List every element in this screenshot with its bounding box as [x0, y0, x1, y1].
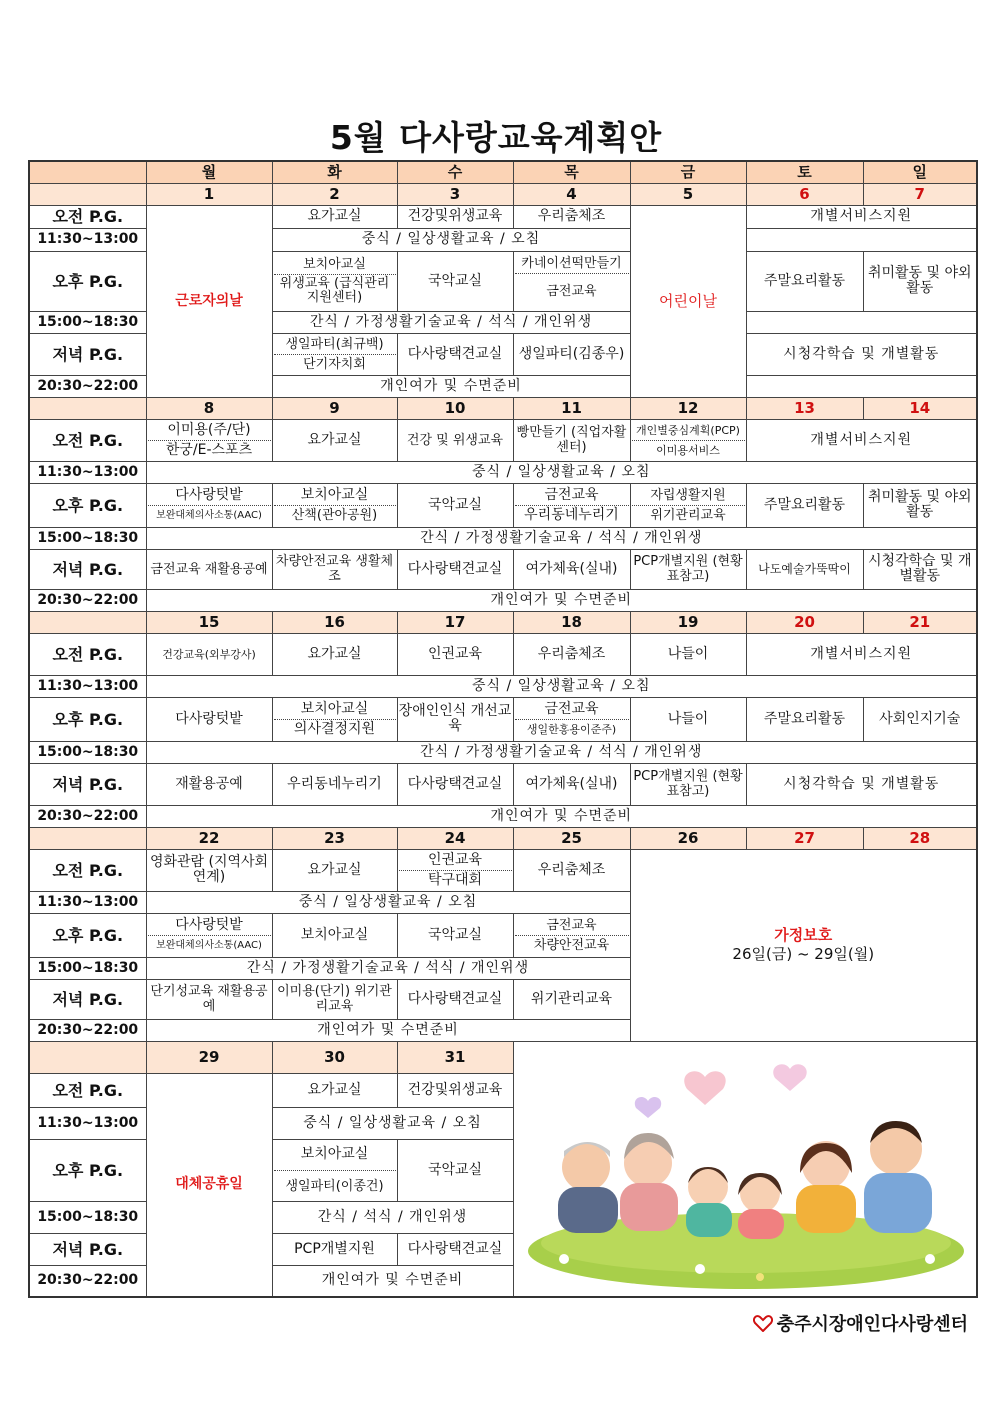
- activity-part: 생일파티(최규백): [285, 336, 384, 352]
- activity-part: 금전교육: [515, 273, 629, 307]
- date-cell: 22: [146, 827, 272, 849]
- activity-cell: 개별서비스지원: [746, 205, 977, 228]
- common-snack: 간식 / 가정생활기술교육 / 석식 / 개인위생: [146, 957, 630, 979]
- date-cell: 2: [272, 183, 397, 205]
- activity-part: 보치아교실: [300, 1145, 369, 1162]
- activity-cell: 건강및위생교육: [397, 1073, 513, 1107]
- time-label-lunch: 11:30~13:00: [29, 228, 146, 251]
- activity-part: 금전교육: [544, 700, 599, 717]
- date-cell: 20: [746, 611, 863, 633]
- time-label-am: 오전 P.G.: [29, 633, 146, 675]
- activity-part: 다사랑텃밭: [175, 486, 243, 503]
- activity-cell: 이미용(단기) 위기관리교육: [272, 979, 397, 1019]
- week-label-blank: [29, 611, 146, 633]
- heart-logo-icon: [753, 1314, 773, 1332]
- date-cell: 10: [397, 397, 513, 419]
- activity-part: 생일파티(이종건): [274, 1170, 396, 1194]
- activity-cell: 시청각학습 및 개별활동: [863, 549, 977, 589]
- date-cell: 3: [397, 183, 513, 205]
- activity-cell: 국악교실: [397, 1139, 513, 1201]
- center-name: 충주시장애인다사랑센터: [776, 1314, 968, 1335]
- common-night: 개인여가 및 수면준비: [146, 805, 977, 827]
- date-cell: 12: [630, 397, 746, 419]
- activity-part: 금전교육: [544, 486, 599, 503]
- date-cell: 4: [513, 183, 630, 205]
- activity-cell: 시청각학습 및 개별활동: [746, 763, 977, 805]
- week2-dates: [29, 397, 977, 419]
- activity-cell: 위기관리교육: [513, 979, 630, 1019]
- activity-cell: 다사랑택견교실: [397, 979, 513, 1019]
- activity-part: 금전교육: [546, 917, 597, 933]
- empty-cell: [746, 311, 977, 333]
- activity-cell: 요가교실: [272, 633, 397, 675]
- activity-cell: 요가교실: [272, 1073, 397, 1107]
- date-cell: 30: [272, 1041, 397, 1073]
- activity-part: 위생교육 (급식관리지원센터): [274, 274, 396, 305]
- date-cell: 16: [272, 611, 397, 633]
- activity-cell: 사회인지기술: [863, 697, 977, 741]
- activity-part: 의사결정지원: [274, 719, 396, 737]
- date-cell: 31: [397, 1041, 513, 1073]
- activity-cell: 시청각학습 및 개별활동: [746, 333, 977, 375]
- activity-cell: [146, 419, 272, 461]
- time-label-pm: 오후 P.G.: [29, 913, 146, 957]
- activity-part: 단기자치회: [274, 354, 396, 372]
- date-cell: 5: [630, 183, 746, 205]
- activity-cell: [272, 333, 397, 375]
- activity-cell: 우리춤체조: [513, 633, 630, 675]
- activity-cell: 영화관람 (지역사회연계): [146, 849, 272, 891]
- activity-cell: [146, 483, 272, 527]
- common-snack: 간식 / 가정생활기술교육 / 석식 / 개인위생: [146, 741, 977, 763]
- activity-cell: [272, 1139, 397, 1201]
- common-night: 개인여가 및 수면준비: [146, 1019, 630, 1041]
- activity-cell: 요가교실: [272, 205, 397, 228]
- activity-cell: [513, 697, 630, 741]
- day-sun: 일: [863, 161, 977, 183]
- activity-part: 탁구대회: [399, 870, 512, 888]
- date-cell: 13: [746, 397, 863, 419]
- activity-part: 위기관리교육: [632, 505, 745, 523]
- weekday-header: [29, 161, 977, 183]
- activity-cell: 우리동네누리기: [272, 763, 397, 805]
- activity-cell: 개별서비스지원: [746, 633, 977, 675]
- activity-cell: [513, 251, 630, 311]
- week-label-blank: [29, 397, 146, 419]
- empty-cell: [746, 228, 977, 251]
- activity-cell: 다사랑택견교실: [397, 549, 513, 589]
- date-cell: 7: [863, 183, 977, 205]
- activity-part: 산책(관아공원): [274, 505, 396, 523]
- common-night: 개인여가 및 수면준비: [272, 1265, 513, 1297]
- activity-part: 보치아교실: [300, 700, 369, 717]
- empty-cell: [746, 375, 977, 397]
- week4-dates: [29, 827, 977, 849]
- common-snack: 간식 / 석식 / 개인위생: [272, 1201, 513, 1233]
- activity-cell: 주말요리활동: [746, 251, 863, 311]
- date-cell: 17: [397, 611, 513, 633]
- day-fri: 금: [630, 161, 746, 183]
- time-label-pm: 오후 P.G.: [29, 483, 146, 527]
- activity-cell: 다사랑택견교실: [397, 333, 513, 375]
- common-lunch: 중식 / 일상생활교육 / 오침: [272, 228, 630, 251]
- activity-cell: 국악교실: [397, 251, 513, 311]
- activity-cell: 다사랑택견교실: [397, 1233, 513, 1265]
- day-mon: 월: [146, 161, 272, 183]
- time-label-snack: 15:00~18:30: [29, 527, 146, 549]
- day-wed: 수: [397, 161, 513, 183]
- time-label-am: 오전 P.G.: [29, 1073, 146, 1107]
- activity-cell: 국악교실: [397, 913, 513, 957]
- time-label-am: 오전 P.G.: [29, 205, 146, 228]
- date-cell: 11: [513, 397, 630, 419]
- date-cell: 26: [630, 827, 746, 849]
- time-label-am: 오전 P.G.: [29, 419, 146, 461]
- activity-cell: [272, 251, 397, 311]
- activity-cell: 단기성교육 재활용공예: [146, 979, 272, 1019]
- activity-cell: 여가체육(실내): [513, 549, 630, 589]
- time-label-pm: 오후 P.G.: [29, 251, 146, 311]
- activity-part: 인권교육: [427, 851, 483, 868]
- time-label-eve: 저녁 P.G.: [29, 333, 146, 375]
- common-snack: 간식 / 가정생활기술교육 / 석식 / 개인위생: [272, 311, 630, 333]
- date-cell: 25: [513, 827, 630, 849]
- week-label-blank: [29, 1041, 146, 1073]
- time-label-night: 20:30~22:00: [29, 375, 146, 397]
- home-care-block: [630, 849, 977, 1041]
- time-label-snack: 15:00~18:30: [29, 311, 146, 333]
- date-cell: 21: [863, 611, 977, 633]
- time-label-am: 오전 P.G.: [29, 849, 146, 891]
- holiday-substitute: 대체공휴일: [146, 1073, 272, 1297]
- activity-cell: 취미활동 및 야외활동: [863, 251, 977, 311]
- time-label-pm: 오후 P.G.: [29, 697, 146, 741]
- time-label-lunch: 11:30~13:00: [29, 461, 146, 483]
- holiday-childrens-day: 어린이날: [630, 205, 746, 397]
- footer-brand: [753, 1310, 968, 1336]
- activity-cell: 나들이: [630, 633, 746, 675]
- activity-part: 생일한홍용이준주): [515, 719, 629, 737]
- time-label-night: 20:30~22:00: [29, 589, 146, 611]
- activity-cell: 인권교육: [397, 633, 513, 675]
- activity-cell: 장애인인식 개선교육: [397, 697, 513, 741]
- home-care-title: 가정보호: [774, 926, 833, 944]
- time-label-eve: 저녁 P.G.: [29, 979, 146, 1019]
- time-label-night: 20:30~22:00: [29, 1265, 146, 1297]
- date-cell: 23: [272, 827, 397, 849]
- activity-cell: 다사랑택견교실: [397, 763, 513, 805]
- activity-cell: 건강 및 위생교육: [397, 419, 513, 461]
- date-cell: 15: [146, 611, 272, 633]
- time-label-night: 20:30~22:00: [29, 1019, 146, 1041]
- activity-cell: 차량안전교육 생활체조: [272, 549, 397, 589]
- week-label-blank: [29, 183, 146, 205]
- activity-part: 차량안전교육: [515, 935, 629, 953]
- activity-cell: 우리춤체조: [513, 205, 630, 228]
- activity-cell: 요가교실: [272, 419, 397, 461]
- week1-dates: [29, 183, 977, 205]
- page-title: 5월 다사랑교육계획안: [329, 118, 663, 157]
- date-cell: 29: [146, 1041, 272, 1073]
- home-care-dates: 26일(금) ~ 29일(월): [732, 945, 875, 963]
- activity-cell: 나들이: [630, 697, 746, 741]
- date-cell: 19: [630, 611, 746, 633]
- activity-cell: 주말요리활동: [746, 697, 863, 741]
- activity-cell: 보치아교실: [272, 913, 397, 957]
- activity-cell: [630, 419, 746, 461]
- date-cell: 28: [863, 827, 977, 849]
- activity-cell: [146, 913, 272, 957]
- date-cell: 27: [746, 827, 863, 849]
- activity-part: 보완대체의사소통(AAC): [148, 505, 271, 523]
- activity-cell: 금전교육 재활용공예: [146, 549, 272, 589]
- activity-cell: 나도예술가뚝딱이: [746, 549, 863, 589]
- corner-cell: [29, 161, 146, 183]
- date-cell: 14: [863, 397, 977, 419]
- time-label-night: 20:30~22:00: [29, 805, 146, 827]
- time-label-snack: 15:00~18:30: [29, 1201, 146, 1233]
- activity-cell: PCP개별지원 (현황표참고): [630, 549, 746, 589]
- activity-part: 보완대체의사소통(AAC): [148, 935, 271, 953]
- activity-cell: [272, 483, 397, 527]
- activity-cell: [272, 697, 397, 741]
- time-label-snack: 15:00~18:30: [29, 957, 146, 979]
- activity-cell: 재활용공예: [146, 763, 272, 805]
- week3-dates: [29, 611, 977, 633]
- activity-cell: 건강및위생교육: [397, 205, 513, 228]
- activity-cell: 요가교실: [272, 849, 397, 891]
- time-label-lunch: 11:30~13:00: [29, 1107, 146, 1139]
- date-cell: 18: [513, 611, 630, 633]
- date-cell: 24: [397, 827, 513, 849]
- activity-cell: PCP개별지원 (현황표참고): [630, 763, 746, 805]
- activity-part: 개인별중심계획(PCP): [636, 423, 740, 437]
- activity-cell: 취미활동 및 야외활동: [863, 483, 977, 527]
- common-lunch: 중식 / 일상생활교육 / 오침: [146, 891, 630, 913]
- common-night: 개인여가 및 수면준비: [272, 375, 630, 397]
- time-label-pm: 오후 P.G.: [29, 1139, 146, 1201]
- common-lunch: 중식 / 일상생활교육 / 오침: [272, 1107, 513, 1139]
- activity-part: 보치아교실: [300, 486, 369, 503]
- day-sat: 토: [746, 161, 863, 183]
- day-tue: 화: [272, 161, 397, 183]
- time-label-eve: 저녁 P.G.: [29, 763, 146, 805]
- activity-part: 카네이션떡만들기: [521, 255, 622, 271]
- activity-cell: 다사랑텃밭: [146, 697, 272, 741]
- day-thu: 목: [513, 161, 630, 183]
- activity-cell: [397, 849, 513, 891]
- activity-part: 이미용(주/단): [167, 421, 251, 438]
- date-cell: 6: [746, 183, 863, 205]
- time-label-snack: 15:00~18:30: [29, 741, 146, 763]
- activity-part: 한궁/E-스포츠: [148, 440, 271, 458]
- holiday-labor-day: 근로자의날: [146, 205, 272, 397]
- activity-cell: [630, 483, 746, 527]
- common-lunch: 중식 / 일상생활교육 / 오침: [146, 461, 977, 483]
- activity-cell: [513, 913, 630, 957]
- activity-cell: 우리춤체조: [513, 849, 630, 891]
- family-illustration: [520, 1055, 972, 1299]
- time-label-lunch: 11:30~13:00: [29, 675, 146, 697]
- activity-part: 우리동네누리기: [515, 505, 629, 523]
- activity-cell: 주말요리활동: [746, 483, 863, 527]
- activity-cell: 여가체육(실내): [513, 763, 630, 805]
- activity-cell: [513, 483, 630, 527]
- activity-part: 다사랑텃밭: [175, 916, 243, 933]
- activity-part: 자립생활지원: [650, 487, 726, 503]
- activity-part: 이미용서비스: [632, 440, 745, 458]
- week-label-blank: [29, 827, 146, 849]
- activity-part: 보치아교실: [303, 256, 366, 272]
- activity-cell: 국악교실: [397, 483, 513, 527]
- activity-cell: 건강교육(외부강사): [146, 633, 272, 675]
- date-cell: 8: [146, 397, 272, 419]
- time-label-lunch: 11:30~13:00: [29, 891, 146, 913]
- activity-cell: 생일파티(김종우): [513, 333, 630, 375]
- date-cell: 1: [146, 183, 272, 205]
- date-cell: 9: [272, 397, 397, 419]
- activity-cell: 빵만들기 (직업자활센터): [513, 419, 630, 461]
- activity-cell: 개별서비스지원: [746, 419, 977, 461]
- time-label-eve: 저녁 P.G.: [29, 549, 146, 589]
- time-label-eve: 저녁 P.G.: [29, 1233, 146, 1265]
- common-night: 개인여가 및 수면준비: [146, 589, 977, 611]
- common-snack: 간식 / 가정생활기술교육 / 석식 / 개인위생: [146, 527, 977, 549]
- activity-cell: PCP개별지원: [272, 1233, 397, 1265]
- common-lunch: 중식 / 일상생활교육 / 오침: [146, 675, 977, 697]
